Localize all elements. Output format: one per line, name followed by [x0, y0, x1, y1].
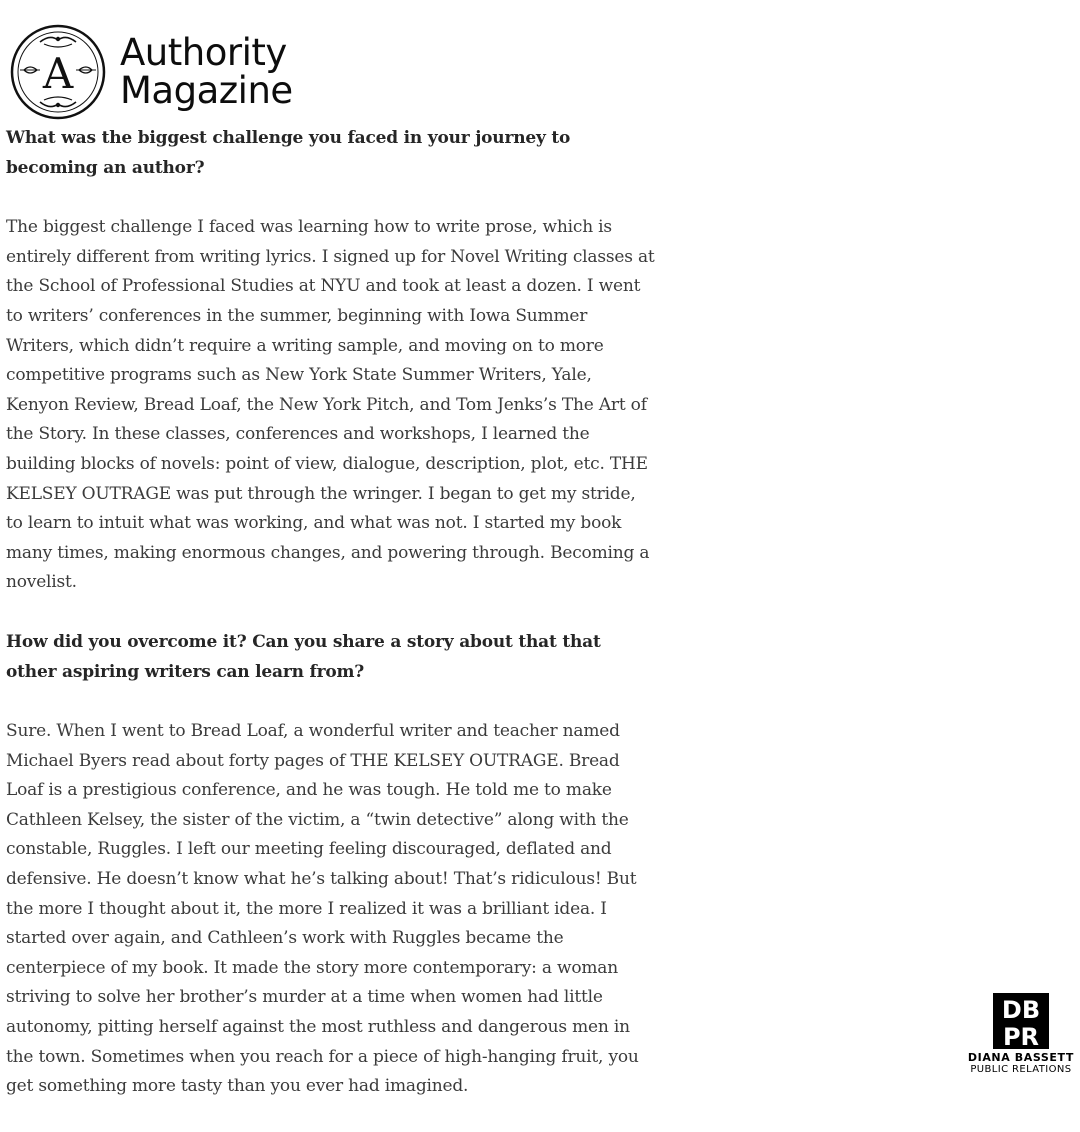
- logo-wordmark-line-2: Magazine: [120, 69, 293, 112]
- dbpr-logo: [968, 993, 1074, 1076]
- question-1: What was the biggest challenge you faced in your journey to becoming an author?: [6, 128, 571, 178]
- dbpr-mark-icon: [993, 993, 1049, 1049]
- question-2: How did you overcome it? Can you share a story about that that other aspiring writers can learn from?: [6, 631, 601, 682]
- dbpr-subtitle: PUBLIC RELATIONS: [970, 1064, 1072, 1075]
- logo-wordmark-line-1: Authority: [120, 31, 287, 74]
- dbpr-mark-top: DB: [1001, 996, 1041, 1024]
- dbpr-name: DIANA BASSETT: [967, 1051, 1074, 1064]
- authority-magazine-emblem-icon: [10, 24, 106, 120]
- logo-letter: A: [42, 49, 74, 98]
- answer-2: Sure. When I went to Bread Loaf, a wonderful writer and teacher named Michael Byers read about forty pages of THE KELSEY OUTRAGE. Bread Loaf is a prestigious conference, and he was tough. He told me to make Cathleen Kelsey, the sister of the victim, a “twin detective” along with the constable, Ruggles. I left our meeting feeling discouraged, deflated and defensive. He doesn’t know what he’s talking about! That’s ridiculous! But the more I thought about it, the more I realized it was a brilliant idea. I started over again, and Cathleen’s work with Ruggles became the centerpiece of my book. It made the story more contemporary: a woman striving to solve her brother’s murder at a time when women had little autonomy, pitting herself against the most ruthless and dangerous men in the town. Sometimes when you reach for a piece of high-hanging fruit, you get something more tasty than you ever had imagined.: [6, 721, 639, 1097]
- authority-magazine-logo: [10, 24, 293, 120]
- dbpr-mark-bottom: PR: [1002, 1023, 1039, 1049]
- logo-wordmark: [120, 31, 293, 112]
- answer-1: The biggest challenge I faced was learning how to write prose, which is entirely different from writing lyrics. I signed up for Novel Writing classes at the School of Professional Studies at NYU and took at least a dozen. I went to writers’ conferences in the summer, beginning with Iowa Summer Writers, which didn’t require a writing sample, and moving on to more competitive programs such as New York State Summer Writers, Yale, Kenyon Review, Bread Loaf, the New York Pitch, and Tom Jenks’s The Art of the Story. In these classes, conferences and workshops, I learned the building blocks of novels: point of view, dialogue, description, plot, etc. THE KELSEY OUTRAGE was put through the wringer. I began to get my stride, to learn to intuit what was working, and what was not. I started my book many times, making enormous changes, and powering through. Becoming a novelist.: [6, 217, 655, 593]
- article-body: [6, 124, 656, 1132]
